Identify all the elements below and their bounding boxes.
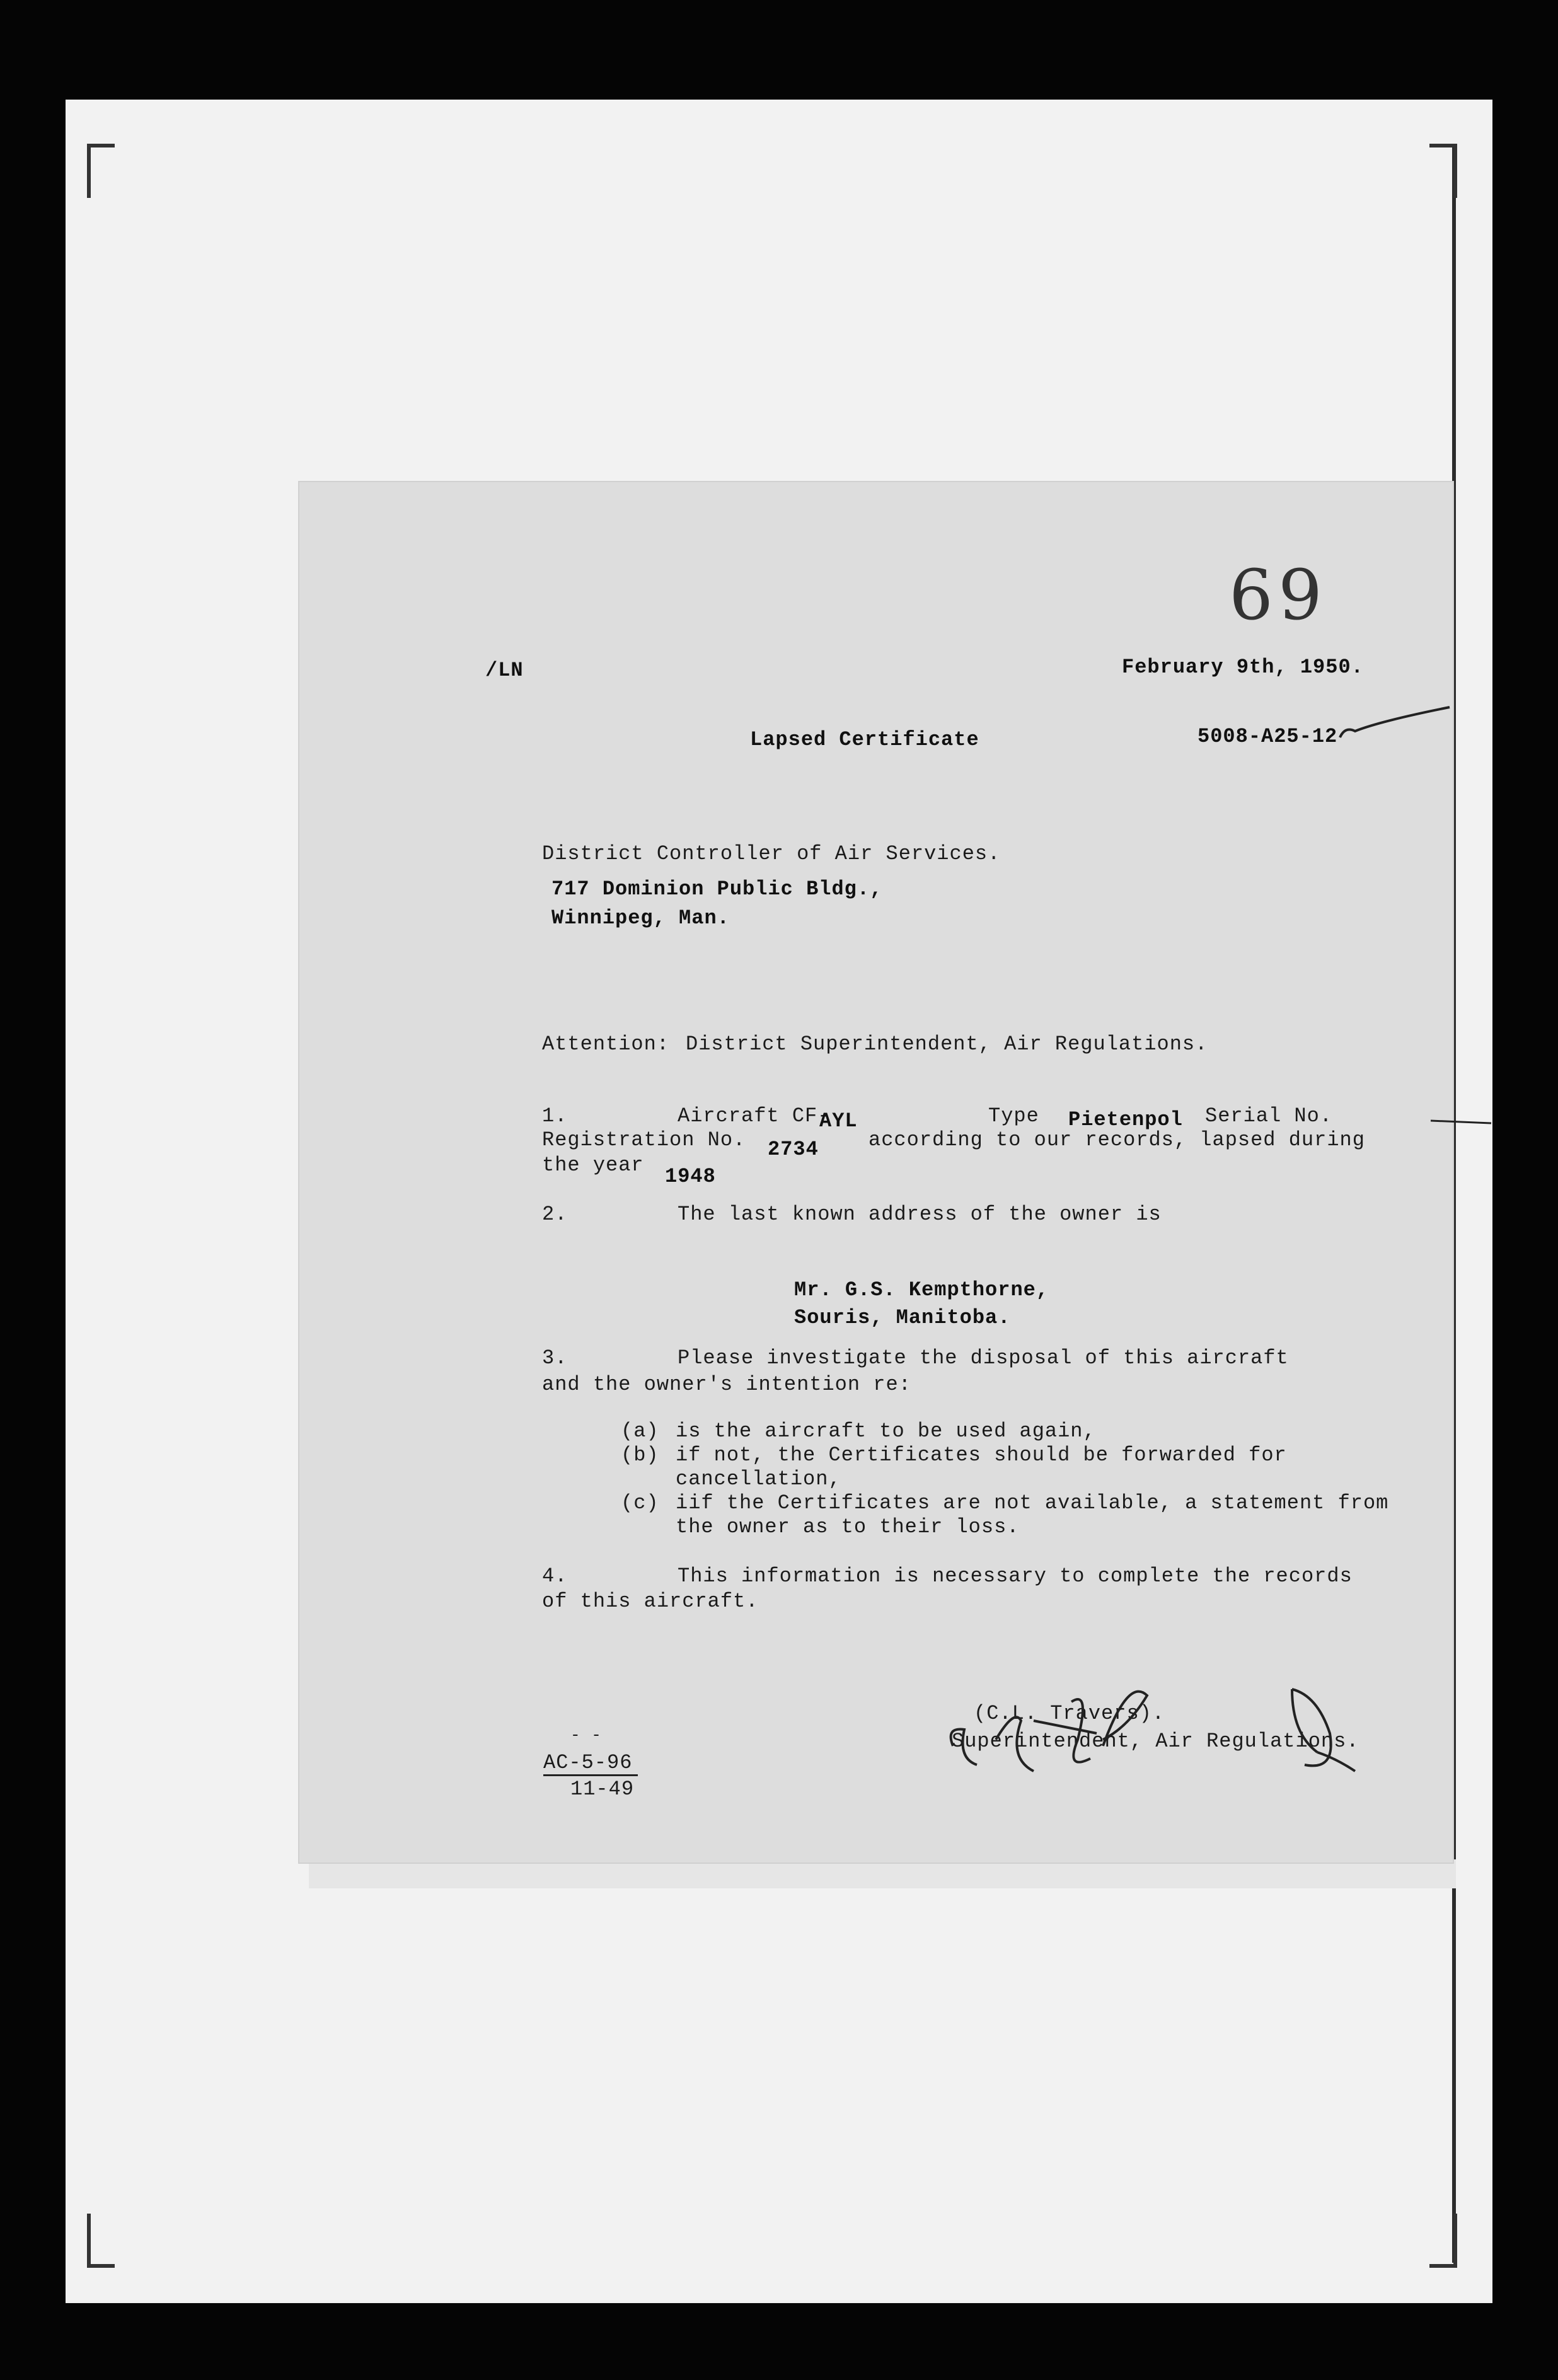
item-b-line-2: cancellation, — [676, 1467, 841, 1491]
letter-date: February 9th, 1950. — [1122, 656, 1364, 679]
para3-line-1: Please investigate the disposal of this aircraft — [678, 1346, 1289, 1370]
para4-number: 4. — [542, 1564, 568, 1588]
signatory-name: (C.L. Travers). — [974, 1702, 1165, 1725]
crop-mark-top-left — [87, 144, 115, 198]
para2-text: The last known address of the owner is — [678, 1203, 1162, 1226]
crop-mark-bottom-left — [87, 2214, 115, 2268]
handwritten-signature — [939, 1664, 1374, 1784]
signatory-title: Superintendent, Air Regulations. — [952, 1730, 1359, 1753]
para4-line-2: of this aircraft. — [542, 1590, 759, 1613]
reference-code: /LN — [485, 659, 524, 682]
form-date: 11-49 — [570, 1777, 635, 1801]
recipient-line-2: 717 Dominion Public Bldg., — [551, 877, 883, 901]
check-mark-icon — [1336, 700, 1456, 744]
registration-label: Registration No. — [542, 1128, 746, 1152]
item-c-line-2: the owner as to their loss. — [676, 1515, 1020, 1539]
serial-label: Serial No. — [1205, 1104, 1333, 1128]
registration-number: 2734 — [768, 1138, 819, 1161]
form-dashes: - - — [570, 1726, 602, 1745]
para4-line-1: This information is necessary to complete the records — [678, 1564, 1353, 1588]
letter-subject: Lapsed Certificate — [750, 728, 979, 751]
lapsed-year: 1948 — [665, 1165, 716, 1188]
aircraft-registration-mark: AYL — [819, 1109, 858, 1133]
para3-number: 3. — [542, 1346, 568, 1370]
owner-location: Souris, Manitoba. — [794, 1306, 1011, 1329]
aircraft-type: Pietenpol — [1068, 1108, 1183, 1131]
margin-tick-mark — [1431, 1116, 1494, 1128]
owner-name: Mr. G.S. Kempthorne, — [794, 1278, 1049, 1302]
item-b-label: (b) — [621, 1443, 659, 1467]
recipient-line-1: District Controller of Air Services. — [542, 842, 1001, 865]
file-number: 5008-A25-12 — [1197, 725, 1338, 748]
item-c-label: (c) — [621, 1491, 659, 1515]
recipient-line-3: Winnipeg, Man. — [551, 906, 730, 930]
attention-text: District Superintendent, Air Regulations. — [686, 1032, 1208, 1056]
para1-number: 1. — [542, 1104, 568, 1128]
crop-mark-top-right — [1429, 144, 1457, 198]
letter-sheet — [299, 482, 1453, 1863]
para3-line-2: and the owner's intention re: — [542, 1373, 911, 1396]
according-text: according to our records, lapsed during — [868, 1128, 1365, 1152]
aircraft-label: Aircraft CF- — [678, 1104, 831, 1128]
type-label: Type — [988, 1104, 1039, 1128]
item-b-line-1: if not, the Certificates should be forwarded for — [676, 1443, 1287, 1467]
item-a-text: is the aircraft to be used again, — [676, 1419, 1096, 1443]
para2-number: 2. — [542, 1203, 568, 1226]
item-c-line-1: iif the Certificates are not available, a statement from — [676, 1491, 1389, 1515]
crop-mark-bottom-right — [1429, 2214, 1457, 2268]
form-code: AC-5-96 — [543, 1751, 633, 1774]
letter-shadow — [309, 1859, 1456, 1888]
form-code-underline — [543, 1774, 638, 1776]
folio-number: 69 — [1229, 555, 1327, 635]
item-a-label: (a) — [621, 1419, 659, 1443]
year-label: the year — [542, 1153, 644, 1177]
attention-label: Attention: — [542, 1032, 670, 1056]
